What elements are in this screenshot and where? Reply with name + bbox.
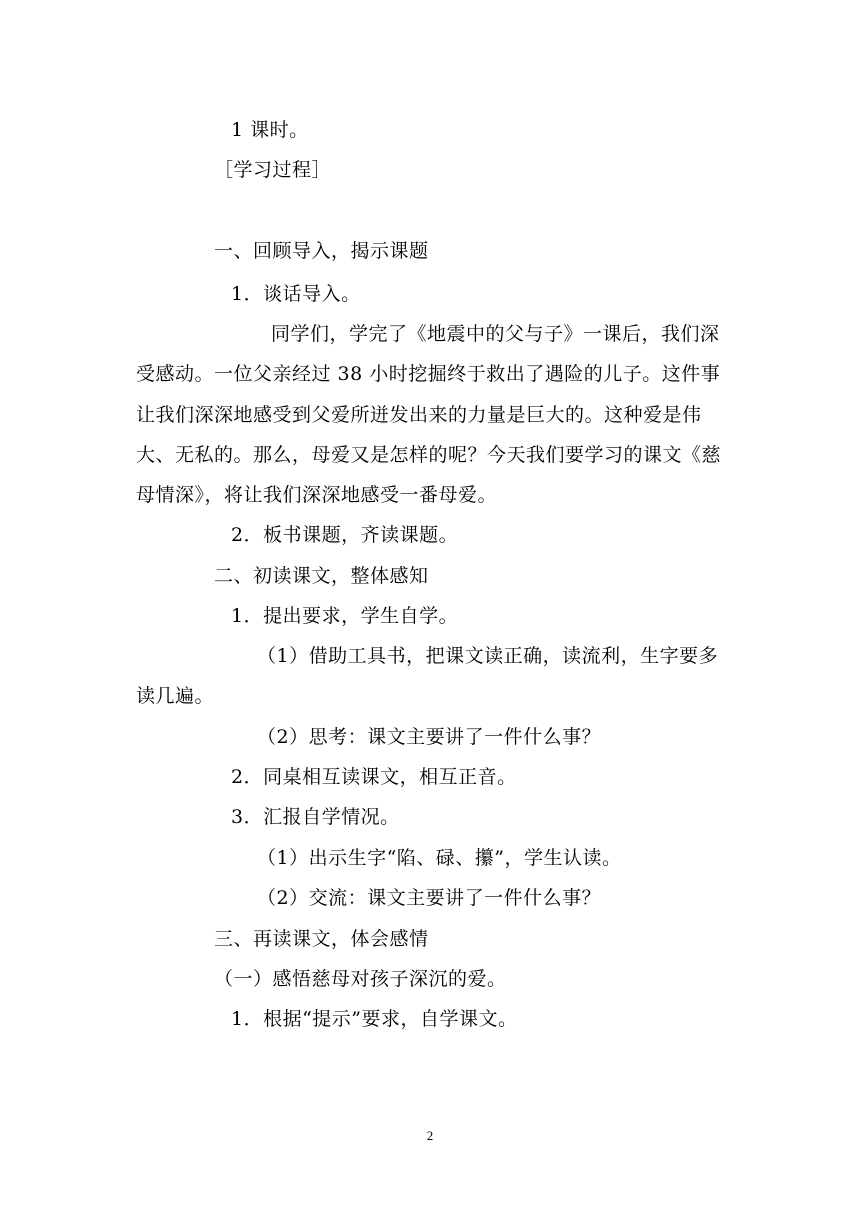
section-heading: 三、再读课文，体会感情: [214, 928, 429, 950]
paragraph-line: 让我们深深地感受到父爱所迸发出来的力量是巨大的。这种爱是伟: [136, 404, 702, 426]
text-line: 1．谈话导入。: [231, 283, 361, 305]
section-heading: 二、初读课文，整体感知: [214, 565, 429, 587]
text-line: 1．提出要求，学生自学。: [231, 605, 459, 627]
text-line: （2）交流：课文主要讲了一件什么事？: [257, 887, 602, 909]
text-line: （2）思考：课文主要讲了一件什么事？: [257, 726, 602, 748]
paragraph-line: 受感动。一位父亲经过 38 小时挖掘终于救出了遇险的儿子。这件事: [136, 363, 721, 385]
paragraph-line: 母情深》，将让我们深深地感受一番母爱。: [136, 484, 498, 506]
text-line: 1．根据“提示”要求，自学课文。: [231, 1008, 518, 1030]
section-heading: 一、回顾导入，揭示课题: [214, 240, 429, 262]
text-line: （1）出示生字“陷、碌、攥”，学生认读。: [257, 847, 622, 869]
paragraph-line: （1）借助工具书，把课文读正确，读流利，生字要多: [257, 645, 719, 667]
section-heading: ［学习过程］: [214, 159, 332, 181]
paragraph-line: 大、无私的。那么，母爱又是怎样的呢？今天我们要学习的课文《慈: [136, 444, 722, 466]
paragraph-line: 同学们，学完了《地震中的父与子》一课后，我们深: [271, 323, 720, 345]
text-line: 1 课时。: [231, 119, 309, 141]
paragraph-line: 读几遍。: [136, 685, 215, 707]
subsection-heading: （一）感悟慈母对孩子深沉的爱。: [214, 968, 507, 990]
text-line: 3．汇报自学情况。: [231, 806, 400, 828]
text-line: 2．同桌相互读课文，相互正音。: [231, 766, 517, 788]
text-line: 2．板书课题，齐读课题。: [231, 524, 459, 546]
page-number: 2: [426, 1128, 434, 1143]
